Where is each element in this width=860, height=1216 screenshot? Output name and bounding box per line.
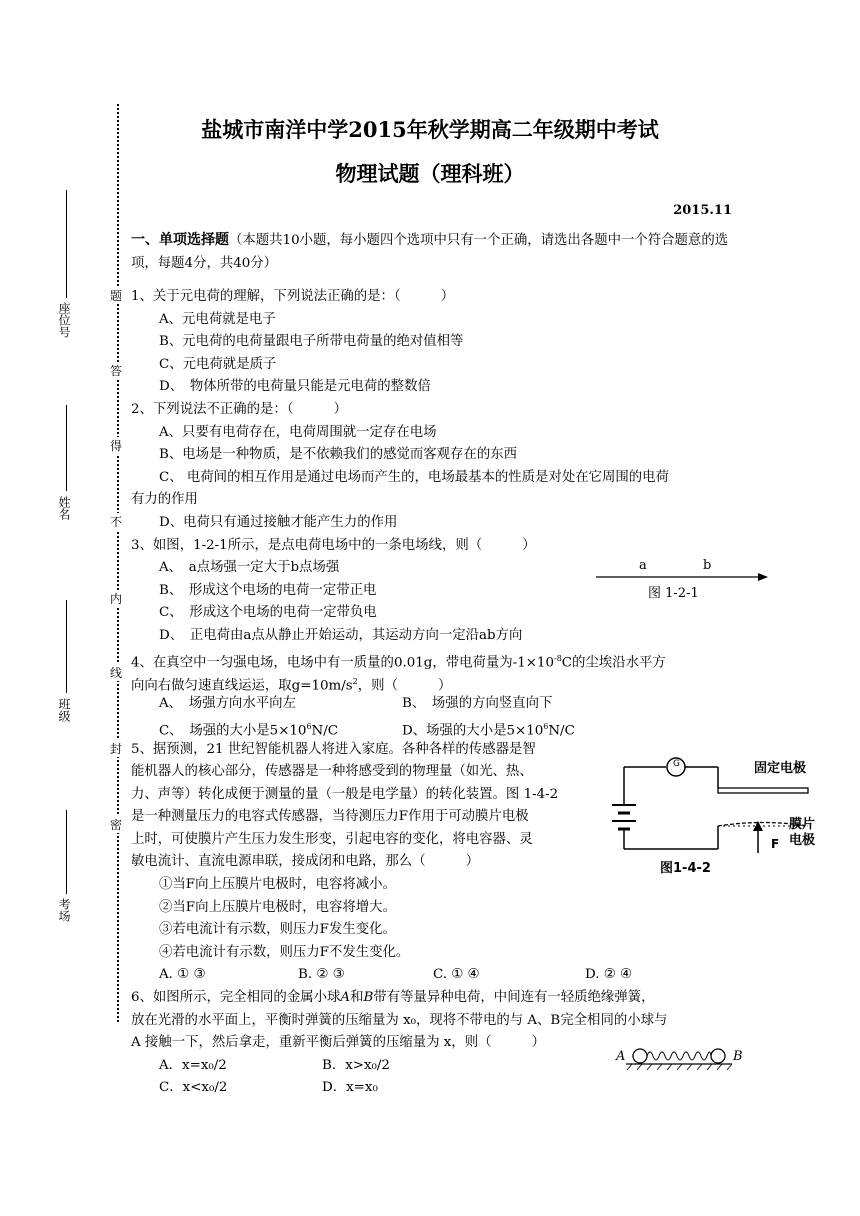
q4-option-c: C、 场强的大小是$5\times 10^6N/C$ <box>159 722 339 739</box>
spring-figure <box>616 1044 746 1072</box>
q6-line-1: 6、如图所示，完全相同的金属小球A和B带有等量异种电荷，中间连有一轻质绝缘弹簧， <box>131 990 655 1005</box>
q2-option-c-cont: 有力的作用 <box>131 492 198 507</box>
figure-1-2-1 <box>596 558 768 602</box>
q4-stem-cont: 向向右做匀速直线运运，取$g=10m/s^2$，则（ ） <box>131 677 452 694</box>
q6-option-c: C．x<x₀/2 <box>159 1080 228 1095</box>
figure-1-4-2 <box>600 753 830 881</box>
spring-balls-icon <box>626 1044 732 1072</box>
q2-option-b: B、电场是一种物质，是不依赖我们的感觉而客观存在的东西 <box>159 447 517 462</box>
q6-option-a: A．x=x₀/2 <box>159 1058 227 1073</box>
q5-option-d: D. ② ④ <box>585 967 633 982</box>
q3-option-d: D、 正电荷由a点从静止开始运动，其运动方向一定沿ab方向 <box>159 628 523 643</box>
q3-option-b: B、 形成这个电场的电荷一定带正电 <box>159 583 377 598</box>
q1-option-a: A、元电荷就是电子 <box>159 312 276 327</box>
field-label-room: 考场 <box>57 898 71 922</box>
exam-date: 2015.11 <box>673 203 732 218</box>
film-label-1: 膜片 <box>789 817 816 832</box>
seal-char-7: 封 <box>110 742 123 756</box>
seal-char-3: 得 <box>110 439 123 453</box>
film-label-2: 电极 <box>789 833 816 848</box>
binding-dotted-line <box>117 104 119 1022</box>
q3-option-a: A、 a点场强一定大于b点场强 <box>159 560 340 575</box>
point-b-label: b <box>703 558 712 573</box>
q4-stem: 4、在真空中一匀强电场，电场中有一质量的0.01g，带电荷量为$-1\times 10^{-8}C$的尘埃沿水平方 <box>131 654 666 671</box>
ball-b-label: B <box>733 1049 743 1064</box>
exam-title: 盐城市南洋中学2015年秋学期高二年级期中考试 <box>201 117 659 142</box>
q1-option-d: D、 物体所带的电荷量只能是元电荷的整数倍 <box>159 379 431 394</box>
field-label-class: 班级 <box>57 698 71 722</box>
q4-option-b: B、 场强的方向竖直向下 <box>402 696 553 711</box>
q1-option-b: B、元电荷的电荷量跟电子所带电荷量的绝对值相等 <box>159 334 464 349</box>
section-heading <box>131 229 733 275</box>
q1-option-c: C、元电荷就是质子 <box>159 357 277 372</box>
field-line-class[interactable] <box>66 600 67 693</box>
q5-line-6: 敏电流计、直流电源串联，接成闭和电路，那么（ ） <box>131 854 480 869</box>
section-title: 一、单项选择题 <box>131 232 229 248</box>
fixed-electrode-label: 固定电极 <box>754 761 807 776</box>
q5-statement-1: ①当F向上压膜片电极时，电容将减小。 <box>159 877 396 892</box>
force-label: F <box>771 837 780 851</box>
seal-char-8: 密 <box>110 818 123 832</box>
field-line-seat[interactable] <box>66 190 67 298</box>
field-label-seat: 座位号 <box>57 302 71 338</box>
q4-option-a: A、 场强方向水平向左 <box>159 696 296 711</box>
q5-line-1: 5、据预测，21 世纪智能机器人将进入家庭。各种各样的传感器是智 <box>131 742 536 757</box>
q5-option-b: B. ② ③ <box>298 967 345 982</box>
q5-line-5: 上时，可使膜片产生压力发生形变，引起电容的变化，将电容器、灵 <box>131 832 533 847</box>
field-line-arrow-icon <box>596 572 768 582</box>
figure-caption: 图 1-2-1 <box>648 586 699 601</box>
seal-char-2: 答 <box>110 364 123 378</box>
q5-statement-4: ④若电流计有示数，则压力F不发生变化。 <box>159 945 410 960</box>
q2-option-d: D、电荷只有通过接触才能产生力的作用 <box>159 515 398 530</box>
section-desc: （本题共10小题，每小题四个选项中只有一个正确，请选出各题中一个符合题意的选项，每题4分，共40分） <box>131 233 729 271</box>
galvanometer-label: G <box>673 759 680 769</box>
q5-statement-3: ③若电流计有示数，则压力F发生变化。 <box>159 922 396 937</box>
q2-stem: 2、下列说法不正确的是：（ ） <box>131 402 348 417</box>
q6-line-2: 放在光滑的水平面上，平衡时弹簧的压缩量为 x₀，现将不带电的与 A、B完全相同的小球与 <box>131 1013 668 1028</box>
seal-char-4: 不 <box>110 515 123 529</box>
point-a-label: a <box>639 558 647 573</box>
q5-line-3: 力、声等）转化成便于测量的量（一般是电学量）的转化装置。图 1-4-2 <box>131 787 559 802</box>
ball-a-label: A <box>616 1049 626 1064</box>
q5-option-a: A. ① ③ <box>159 967 206 982</box>
q5-line-4: 是一种测量压力的电容式传感器，当待测压力F作用于可动膜片电极 <box>131 809 529 824</box>
q3-stem: 3、如图，1-2-1所示，是点电荷电场中的一条电场线，则（ ） <box>131 538 536 553</box>
seal-char-5: 内 <box>110 592 123 606</box>
field-line-room[interactable] <box>66 810 67 894</box>
q5-line-2: 能机器人的核心部分，传感器是一种将感受到的物理量（如光、热、 <box>131 764 533 779</box>
q6-line-3: A 接触一下，然后拿走，重新平衡后弹簧的压缩量为 x，则（ ） <box>131 1035 546 1050</box>
q6-option-b: B．x>x₀/2 <box>322 1058 390 1073</box>
q3-option-c: C、 形成这个电场的电荷一定带负电 <box>159 605 377 620</box>
seal-char-1: 题 <box>110 289 123 303</box>
field-line-name[interactable] <box>66 405 67 491</box>
q4-option-d: D、场强的大小是$5\times 10^6N/C$ <box>402 722 575 739</box>
q5-statement-2: ②当F向上压膜片电极时，电容将增大。 <box>159 900 396 915</box>
q2-option-a: A、只要有电荷存在，电荷周围就一定存在电场 <box>159 425 437 440</box>
q2-option-c: C、 电荷间的相互作用是通过电场而产生的，电场最基本的性质是对处在它周围的电荷 <box>159 470 669 485</box>
q5-option-c: C. ① ④ <box>433 967 480 982</box>
seal-char-6: 线 <box>110 666 123 680</box>
q1-stem: 1、关于元电荷的理解，下列说法正确的是：（ ） <box>131 289 455 304</box>
figure-caption: 图1-4-2 <box>660 861 711 876</box>
field-label-name: 姓名 <box>57 496 71 520</box>
q6-option-d: D．x=x₀ <box>322 1080 378 1095</box>
exam-subtitle: 物理试题（理科班） <box>335 161 525 186</box>
